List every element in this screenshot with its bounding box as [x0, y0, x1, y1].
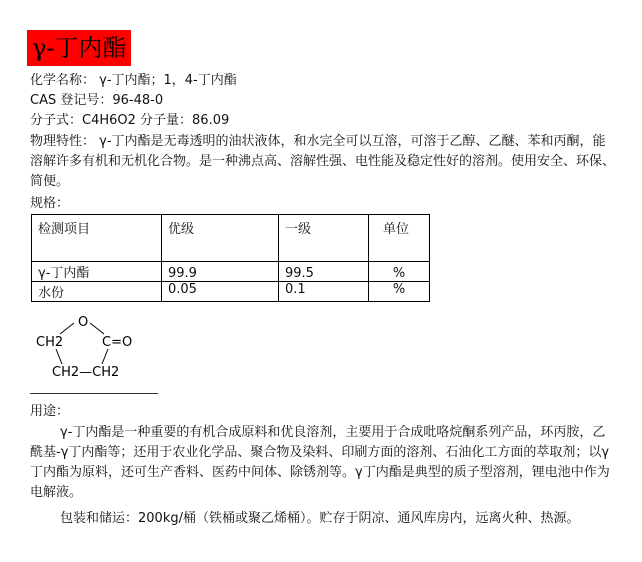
table-row	[32, 282, 430, 302]
packaging-text: 包装和储运：200kg/桶（铁桶或聚乙烯桶）。贮存于阴凉、通风库房内，远离火种、热源。	[60, 511, 580, 526]
bond-o-ch2	[60, 323, 74, 334]
header-premium: 优级	[162, 215, 279, 262]
cell-unit: %	[369, 282, 430, 302]
cas-number: CAS 登记号：96-48-0	[30, 93, 164, 108]
ch2-ch2-label: CH2—CH2	[52, 365, 120, 380]
cell-first-grade: 99.5	[279, 262, 369, 282]
spec-table	[31, 214, 430, 302]
bond-o-c	[90, 323, 104, 334]
cell-item: γ-丁内酯	[32, 262, 162, 282]
cell-unit: %	[369, 262, 430, 282]
molecular-formula: 分子式：C4H6O2 分子量：86.09	[30, 113, 230, 128]
ch2-left-label: CH2	[36, 335, 64, 350]
physical-properties: 物理特性： γ-丁内酯是无毒透明的油状液体，和水完全可以互溶，可溶于乙醇、乙醚、苯和丙酮，能溶解许多有机和无机化合物。是一种沸点高、溶解性强、电性能及稳定性好的溶剂。使用安全、环保、简便。	[30, 134, 616, 189]
header-item: 检测项目	[32, 215, 162, 262]
ring-oxygen-label: O	[78, 315, 89, 330]
cell-premium: 99.9	[162, 262, 279, 282]
divider	[30, 393, 158, 394]
cell-item: 水份	[32, 282, 162, 302]
uses-text: γ-丁内酯是一种重要的有机合成原料和优良溶剂，主要用于合成吡咯烷酮系列产品，环丙胺，乙酰基-γ丁内酯等；还用于农业化学品、聚合物及染料、印刷方面的溶剂、石油化工方面的萃取剂；以γ丁内酯为原料，还可生产香料、医药中间体、除锈剂等。γ丁内酯是典型的质子型溶剂，锂电池中作为电解液。	[30, 425, 610, 500]
spec-label: 规格：	[30, 196, 70, 211]
table-row	[32, 262, 430, 282]
table-header-row	[32, 215, 430, 262]
bond-right-down	[102, 349, 108, 364]
carbonyl-label: C=O	[102, 335, 133, 350]
structural-formula	[30, 312, 160, 394]
chemical-name: 化学名称： γ-丁内酯；1，4-丁内酯	[30, 73, 237, 88]
header-first-grade: 一级	[279, 215, 369, 262]
cell-premium: 0.05	[162, 282, 279, 302]
uses-label: 用途：	[30, 404, 70, 419]
header-unit: 单位	[369, 215, 430, 262]
page-title: γ-丁内酯	[27, 30, 131, 66]
bond-left-down	[56, 349, 62, 364]
cell-first-grade: 0.1	[279, 282, 369, 302]
